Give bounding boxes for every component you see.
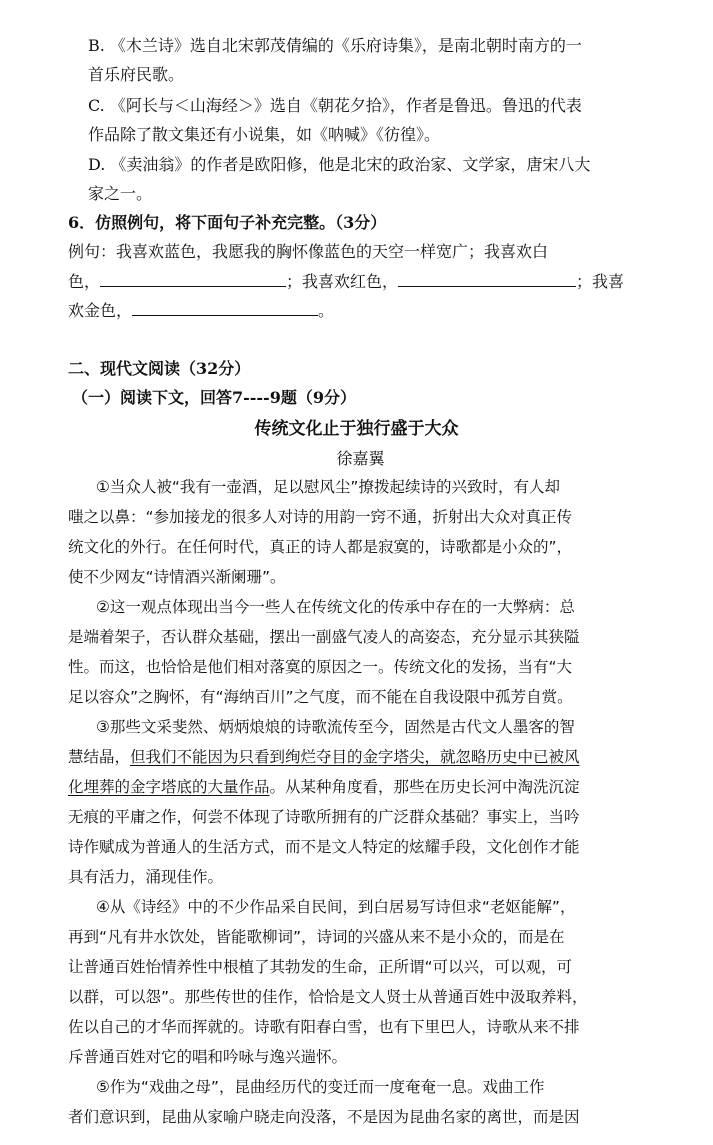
- q6-text: 欢金色，: [68, 301, 133, 320]
- option-c-line-2: 作品除了散文集还有小说集，如《呐喊》《彷徨》。: [88, 125, 441, 144]
- question-6-line-2: [68, 267, 624, 297]
- option-c-line-1: C. 《阿长与＜山海经＞》选自《朝花夕拾》，作者是鲁迅。鲁迅的代表: [88, 96, 582, 115]
- answer-blank-1[interactable]: [100, 268, 286, 287]
- paragraph-3-line: 无痕的平庸之作，何尝不体现了诗歌所拥有的广泛群众基础？事实上，当吟: [68, 808, 580, 826]
- q6-text: 。: [318, 301, 335, 320]
- underlined-sentence: 化埋葬的金字塔底的大量作品: [68, 778, 270, 796]
- p3-text: 慧结晶，: [68, 748, 131, 766]
- option-d-line-2: 家之一。: [88, 184, 153, 203]
- paragraph-2-line: ②这一观点体现出当今一些人在传统文化的传承中存在的一大弊病：总: [96, 598, 575, 616]
- article-title: 传统文化止于独行盛于大众: [254, 419, 459, 439]
- paragraph-2-line: 是端着架子，否认群众基础，摆出一副盛气凌人的高姿态，充分显示其狭隘: [68, 628, 580, 646]
- paragraph-4-line: 佐以自己的才华而挥就的。诗歌有阳春白雪，也有下里巴人，诗歌从来不排: [68, 1018, 580, 1036]
- paragraph-4-line: 再到“凡有井水饮处，皆能歌柳词”，诗词的兴盛从来不是小众的，而是在: [68, 928, 565, 946]
- p3-text: 。从某种角度看，那些在历史长河中淘洗沉淀: [269, 778, 580, 796]
- paragraph-4-line: ④从《诗经》中的不少作品采自民间，到白居易写诗但求“老妪能解”，: [96, 898, 576, 916]
- paragraph-1-line: 使不少网友“诗情酒兴渐阑珊”。: [68, 568, 286, 586]
- paragraph-4-line: 以群，可以怨”。那些传世的佳作，恰恰是文人贤士从普通百姓中汲取养料，: [68, 988, 588, 1006]
- paragraph-4-line: 斥普通百姓对它的唱和吟咏与逸兴遄怀。: [68, 1048, 348, 1066]
- paragraph-3-line: 具有活力，涌现佳作。: [68, 868, 224, 886]
- q6-text: ；我喜欢红色，: [286, 272, 399, 291]
- paragraph-3-line: [68, 772, 580, 802]
- option-b-line-1: B. 《木兰诗》选自北宋郭茂倩编的《乐府诗集》，是南北朝时南方的一: [88, 36, 582, 55]
- article-author: 徐嘉翼: [336, 449, 385, 468]
- paragraph-3-line: ③那些文采斐然、炳炳烺烺的诗歌流传至今，固然是古代文人墨客的智: [96, 718, 575, 736]
- q6-text: 色，: [68, 272, 101, 291]
- question-6-example: 例句：我喜欢蓝色，我愿我的胸怀像蓝色的天空一样宽广；我喜欢白: [68, 242, 549, 261]
- paragraph-2-line: 性。而这，也恰恰是他们相对落寞的原因之一。传统文化的发扬，当有“大: [68, 658, 573, 676]
- paragraph-1-line: 嗤之以鼻：“参加接龙的很多人对诗的用韵一窍不通，折射出大众对真正传: [68, 508, 573, 526]
- paragraph-3-line: [68, 742, 580, 772]
- paragraph-5-line: 者们意识到，昆曲从家喻户晓走向没落，不是因为昆曲名家的离世，而是因: [68, 1108, 580, 1126]
- answer-blank-2[interactable]: [398, 268, 576, 287]
- answer-blank-3[interactable]: [132, 297, 318, 316]
- paragraph-1-line: 统文化的外行。在任何时代，真正的诗人都是寂寞的，诗歌都是小众的”，: [68, 538, 573, 556]
- paragraph-3-line: 诗作赋成为普通人的生活方式，而不是文人特定的炫耀手段，文化创作才能: [68, 838, 580, 856]
- underlined-sentence: 但我们不能因为只看到绚烂夺目的金字塔尖，就忽略历史中已被风: [130, 748, 580, 766]
- question-6-title: 6．仿照例句，将下面句子补充完整。（3分）: [68, 213, 387, 232]
- section-2-subheading: （一）阅读下文，回答7----9题（9分）: [72, 388, 356, 407]
- paragraph-1-line: ①当众人被“我有一壶酒，足以慰风尘”撩拨起续诗的兴致时，有人却: [96, 478, 560, 496]
- q6-text: ；我喜: [576, 272, 625, 291]
- option-b-line-2: 首乐府民歌。: [88, 65, 185, 84]
- option-d-line-1: D. 《卖油翁》的作者是欧阳修，他是北宋的政治家、文学家，唐宋八大: [88, 155, 591, 174]
- section-2-heading: 二、现代文阅读（32分）: [68, 359, 251, 378]
- paragraph-4-line: 让普通百姓怡情养性中根植了其勃发的生命，正所谓“可以兴，可以观，可: [68, 958, 573, 976]
- question-6-line-3: [68, 296, 334, 326]
- paragraph-2-line: 足以容众”之胸怀，有“海纳百川”之气度，而不能在自我设限中孤芳自赏。: [68, 688, 573, 706]
- paragraph-5-line: ⑤作为“戏曲之母”，昆曲经历代的变迁而一度奄奄一息。戏曲工作: [96, 1078, 545, 1096]
